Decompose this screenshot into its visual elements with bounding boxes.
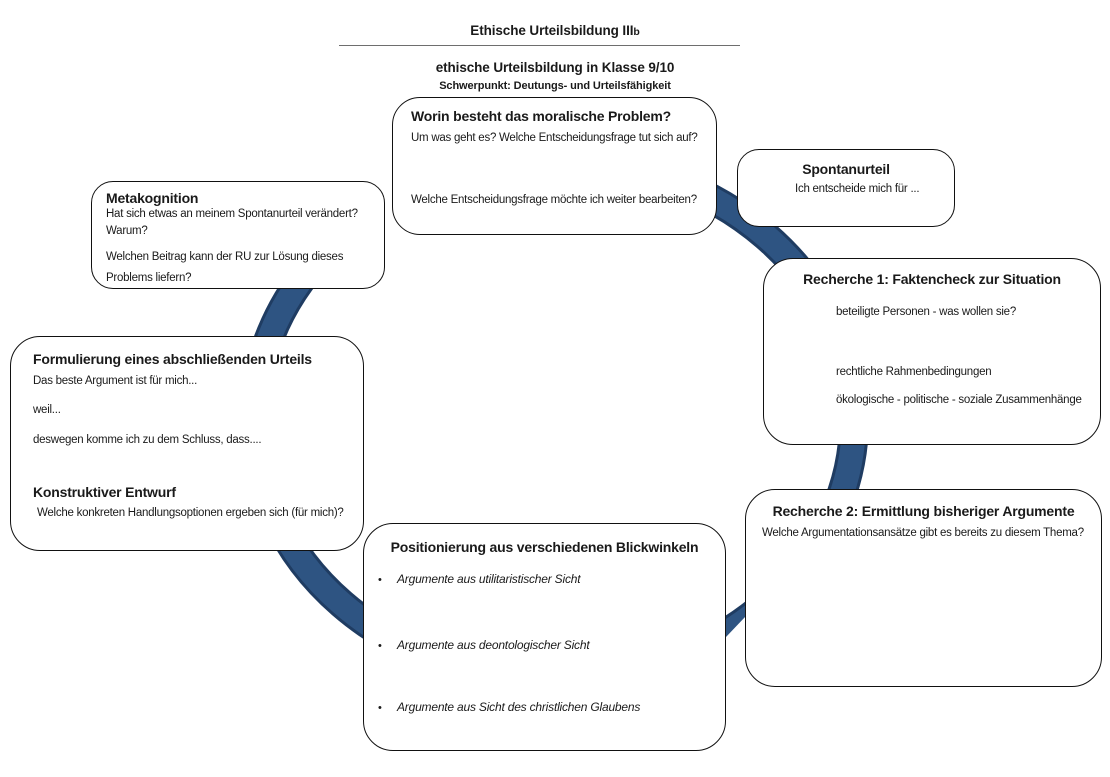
- metakognition-title: Metakognition: [106, 190, 199, 206]
- diagram-subtitle: ethische Urteilsbildung in Klasse 9/10: [435, 60, 675, 75]
- metakognition-line-1: Hat sich etwas an meinem Spontanurteil verändert?: [106, 208, 358, 220]
- page-title-text: Ethische Urteilsbildung III: [470, 23, 634, 38]
- formulierung-line-2: weil...: [33, 404, 61, 416]
- spontanurteil-line-1: Ich entscheide mich für ...: [795, 183, 920, 195]
- recherche1-line-3: ökologische - politische - soziale Zusammenhänge: [836, 394, 1082, 406]
- recherche2-line-1: Welche Argumentationsansätze gibt es bereits zu diesem Thema?: [762, 527, 1084, 539]
- spontanurteil-title: Spontanurteil: [802, 161, 890, 177]
- positionierung-bullet-2: [378, 638, 589, 652]
- konstruktiver-entwurf-title: Konstruktiver Entwurf: [33, 484, 176, 500]
- recherche1-line-2: rechtliche Rahmenbedingungen: [836, 366, 992, 378]
- page-title: [0, 23, 1110, 38]
- page-title-suffix: b: [633, 26, 640, 38]
- recherche2-title: Recherche 2: Ermittlung bisheriger Argumente: [772, 503, 1075, 519]
- metakognition-line-2: Warum?: [106, 225, 148, 237]
- formulierung-line-3: deswegen komme ich zu dem Schluss, dass....: [33, 434, 262, 446]
- title-underline: [339, 45, 740, 46]
- positionierung-bullet-1-text: Argumente aus utilitaristischer Sicht: [397, 572, 581, 586]
- positionierung-bullet-3-text: Argumente aus Sicht des christlichen Glaubens: [397, 700, 641, 714]
- diagram-focus-line: Schwerpunkt: Deutungs- und Urteilsfähigkeit: [439, 80, 671, 92]
- problem-line-1: Um was geht es? Welche Entscheidungsfrage tut sich auf?: [411, 132, 698, 144]
- bullet-icon: •: [378, 640, 382, 652]
- recherche1-box: [763, 258, 1101, 445]
- formulierung-box: [10, 336, 364, 551]
- problem-box: [392, 97, 717, 235]
- formulierung-line-1: Das beste Argument ist für mich...: [33, 375, 198, 387]
- recherche1-title: Recherche 1: Faktencheck zur Situation: [803, 271, 1061, 287]
- positionierung-box: [363, 523, 726, 751]
- spontanurteil-box: [737, 149, 955, 227]
- recherche2-box: [745, 489, 1102, 687]
- positionierung-bullet-1: [378, 572, 580, 586]
- recherche1-line-1: beteiligte Personen - was wollen sie?: [836, 306, 1016, 318]
- problem-line-2: Welche Entscheidungsfrage möchte ich weiter bearbeiten?: [411, 194, 697, 206]
- positionierung-title: Positionierung aus verschiedenen Blickwinkeln: [390, 539, 699, 555]
- positionierung-bullet-3: [378, 700, 640, 714]
- konstruktiver-entwurf-line: Welche konkreten Handlungsoptionen ergeben sich (für mich)?: [37, 507, 344, 519]
- metakognition-line-4: Problems liefern?: [106, 272, 192, 284]
- positionierung-bullet-2-text: Argumente aus deontologischer Sicht: [397, 638, 590, 652]
- metakognition-line-3: Welchen Beitrag kann der RU zur Lösung dieses: [106, 251, 344, 263]
- metakognition-box: [91, 181, 385, 289]
- bullet-icon: •: [378, 702, 382, 714]
- bullet-icon: •: [378, 574, 382, 586]
- problem-title: Worin besteht das moralische Problem?: [411, 108, 671, 124]
- formulierung-title: Formulierung eines abschließenden Urteils: [33, 351, 312, 367]
